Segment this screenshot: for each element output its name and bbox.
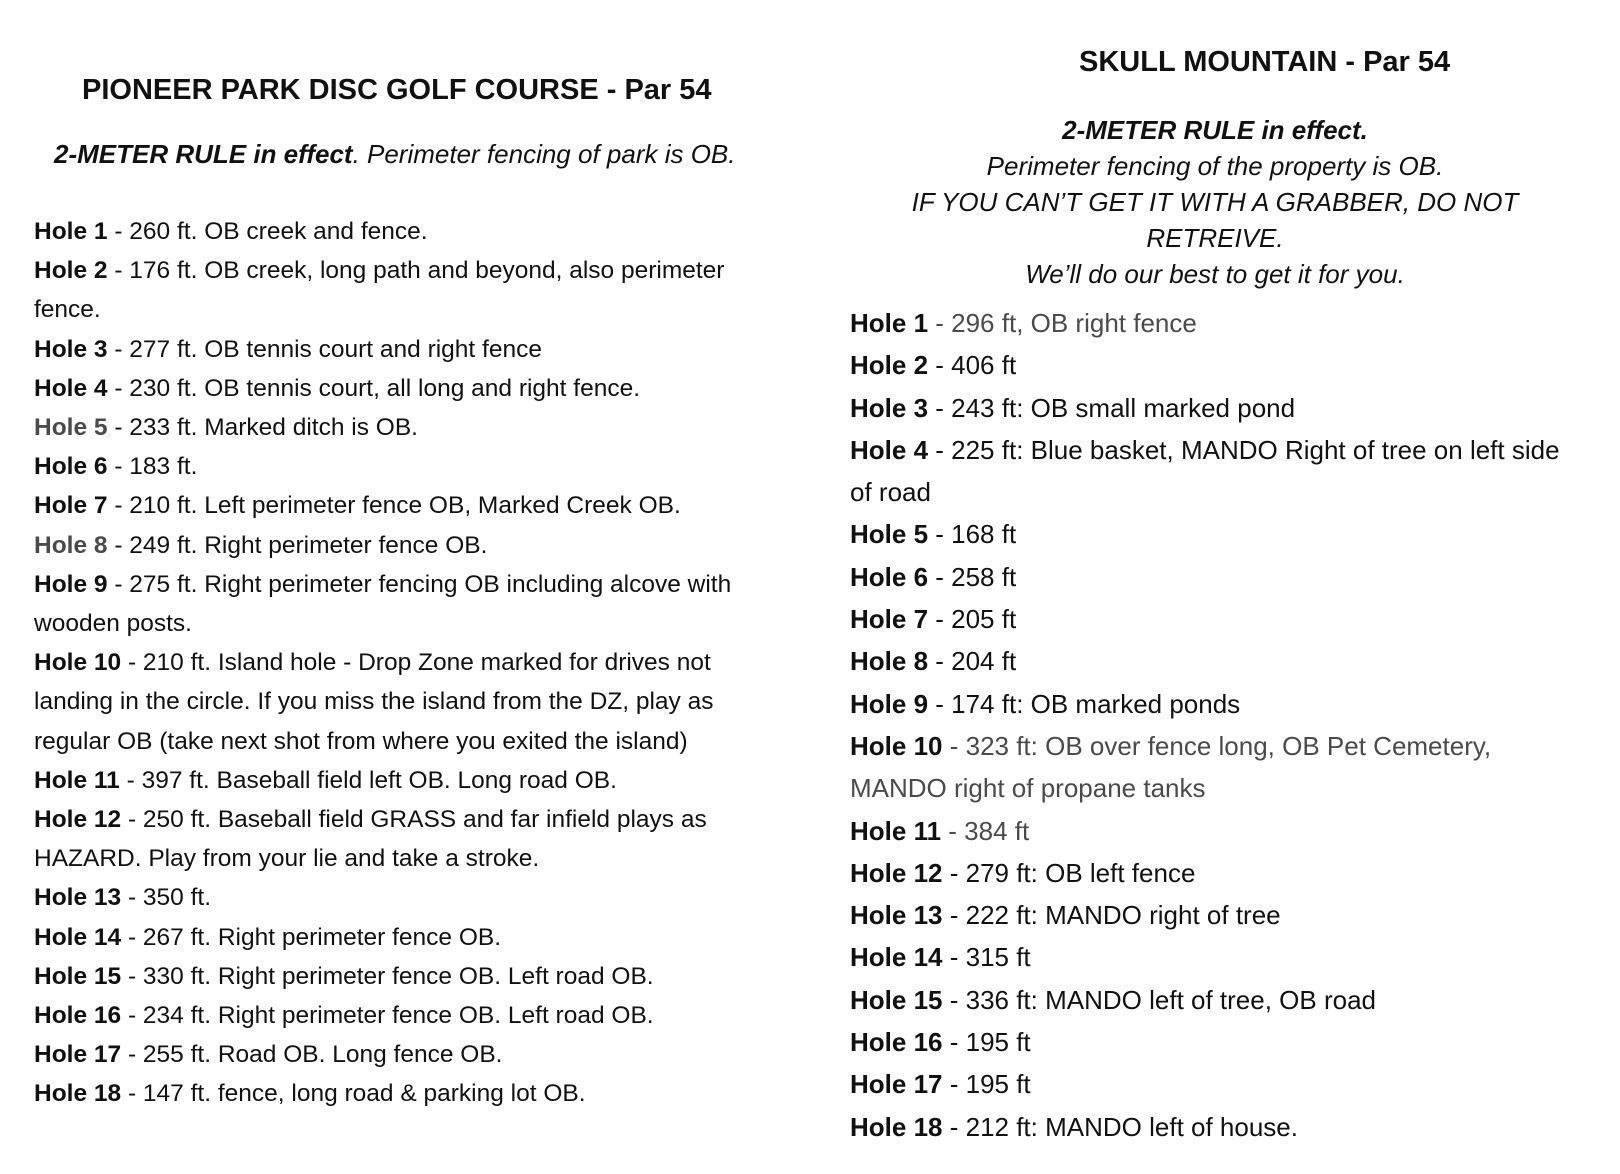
hole-description: - 397 ft. Baseball field left OB. Long road OB. [119,766,617,794]
skull-mountain-rules [850,112,1580,292]
hole-item [34,800,774,878]
hole-label: Hole 18 [850,1111,943,1142]
hole-item [850,640,1580,682]
two-meter-rule-bold: 2-METER RULE in effect [54,139,353,169]
hole-item [850,598,1580,640]
hole-description: - 212 ft: MANDO left of house. [942,1111,1298,1142]
hole-description: - 250 ft. Baseball field GRASS and far infield plays as HAZARD. Play from your lie and take a stroke. [34,806,707,873]
hole-description: - 275 ft. Right perimeter fencing OB including alcove with wooden posts. [34,570,732,638]
hole-label: Hole 6 [850,561,929,592]
hole-label: Hole 1 [34,218,108,245]
pioneer-park-hole-list [34,212,774,1114]
hole-label: Hole 13 [850,900,943,931]
hole-label: Hole 16 [34,1002,122,1030]
hole-label: Hole 5 [850,519,929,550]
hole-description: - 147 ft. fence, long road & parking lot OB. [121,1080,586,1108]
hole-item [850,852,1580,894]
hole-item [34,918,774,957]
hole-item [850,683,1580,725]
hole-description: - 174 ft: OB marked ponds [928,688,1241,719]
hole-item [34,565,774,643]
hole-description: - 406 ft [928,350,1017,381]
best-effort-note: We’ll do our best to get it for you. [1025,259,1405,289]
hole-item [850,894,1580,936]
hole-label: Hole 11 [850,815,942,846]
hole-item [850,513,1580,555]
hole-description: - 230 ft. OB tennis court, all long and right fence. [107,374,641,402]
hole-description: - 249 ft. Right perimeter fence OB. [107,531,488,559]
hole-item [34,1035,774,1074]
skull-mountain-hole-list [850,302,1580,1148]
hole-description: - 336 ft: MANDO left of tree, OB road [942,984,1376,1015]
hole-description: - 183 ft. [107,453,198,481]
two-meter-rule-line: 2-METER RULE in effect. [1062,115,1368,145]
hole-item [34,996,774,1035]
hole-description: - 255 ft. Road OB. Long fence OB. [121,1041,503,1069]
hole-description: - 205 ft [928,604,1017,635]
hole-description: - 296 ft, OB right fence [928,308,1197,338]
hole-description: - 267 ft. Right perimeter fence OB. [121,923,502,951]
hole-description: - 277 ft. OB tennis court and right fence [107,335,542,363]
hole-item [34,1074,774,1113]
hole-description: - 210 ft. Island hole - Drop Zone marked for drives not landing in the circle. If you miss the island from the DZ, play as regular OB (take next shot from where you exited the island) [34,649,714,755]
hole-description: - 315 ft [942,942,1031,973]
hole-description: - 234 ft. Right perimeter fence OB. Left road OB. [121,1002,654,1030]
hole-label: Hole 12 [34,806,122,834]
hole-label: Hole 6 [34,453,108,481]
hole-label: Hole 8 [850,646,929,677]
hole-description: - 210 ft. Left perimeter fence OB, Marked Creek OB. [107,492,681,520]
hole-label: Hole 16 [850,1027,943,1058]
hole-label: Hole 18 [34,1080,122,1108]
hole-label: Hole 14 [850,942,943,973]
perimeter-note: Perimeter fencing of the property is OB. [986,151,1444,181]
hole-item [850,302,1580,344]
hole-description: - 323 ft: OB over fence long, OB Pet Cemetery, MANDO right of propane tanks [850,730,1492,804]
hole-description: - 176 ft. OB creek, long path and beyond, also perimeter fence. [34,257,725,324]
hole-item [850,936,1580,978]
hole-label: Hole 10 [34,649,122,677]
hole-item [850,387,1580,429]
hole-label: Hole 17 [850,1069,943,1100]
hole-label: Hole 7 [34,492,108,520]
skull-mountain-title: SKULL MOUNTAIN - Par 54 [1079,46,1451,78]
hole-item [850,1106,1580,1148]
hole-item [34,878,774,917]
hole-label: Hole 12 [850,857,943,888]
hole-item [850,810,1580,852]
perimeter-note: . Perimeter fencing of park is OB. [352,139,736,169]
hole-item [850,1021,1580,1063]
hole-description: - 279 ft: OB left fence [942,857,1196,888]
hole-description: - 195 ft [942,1069,1031,1100]
hole-label: Hole 9 [850,688,929,719]
hole-description: - 225 ft: Blue basket, MANDO Right of tree on left side of road [850,434,1560,508]
hole-item [850,725,1580,810]
hole-description: - 350 ft. [121,884,212,912]
hole-description: - 204 ft [928,646,1017,677]
hole-description: - 260 ft. OB creek and fence. [107,218,428,245]
hole-label: Hole 3 [34,335,108,363]
hole-label: Hole 2 [850,350,929,381]
hole-item [34,526,774,565]
hole-item [34,251,774,329]
hole-label: Hole 2 [34,257,108,285]
hole-description: - 233 ft. Marked ditch is OB. [107,414,418,442]
hole-label: Hole 14 [34,923,122,951]
hole-item [34,408,774,447]
hole-item [34,957,774,996]
hole-label: Hole 7 [850,604,929,635]
hole-item [34,761,774,800]
hole-description: - 258 ft [928,561,1017,592]
hole-label: Hole 15 [34,962,122,990]
hole-label: Hole 1 [850,308,929,338]
hole-label: Hole 15 [850,984,943,1015]
hole-item [34,447,774,486]
hole-label: Hole 10 [850,730,943,761]
pioneer-park-rule-note [54,139,736,170]
hole-label: Hole 4 [850,434,929,465]
hole-description: - 222 ft: MANDO right of tree [942,900,1281,931]
hole-description: - 330 ft. Right perimeter fence OB. Left road OB. [121,962,654,990]
hole-label: Hole 5 [34,414,108,442]
hole-description: - 243 ft: OB small marked pond [928,392,1296,423]
hole-item [34,369,774,408]
hole-description: - 168 ft [928,519,1017,550]
hole-item [850,979,1580,1021]
hole-item [850,429,1580,514]
hole-label: Hole 13 [34,884,122,912]
hole-item [34,212,774,251]
hole-label: Hole 4 [34,374,108,402]
hole-label: Hole 3 [850,392,929,423]
hole-item [34,486,774,525]
hole-item [850,1063,1580,1105]
grabber-warning: IF YOU CAN’T GET IT WITH A GRABBER, DO NOT RETREIVE. [911,187,1519,253]
hole-item [34,330,774,369]
hole-description: - 195 ft [942,1027,1031,1058]
hole-label: Hole 11 [34,766,120,794]
hole-item [34,643,774,761]
hole-description: - 384 ft [941,815,1030,846]
pioneer-park-title: PIONEER PARK DISC GOLF COURSE - Par 54 [82,74,712,106]
hole-item [850,344,1580,386]
hole-label: Hole 8 [34,531,108,559]
hole-label: Hole 9 [34,570,108,598]
hole-label: Hole 17 [34,1041,122,1069]
hole-item [850,556,1580,598]
